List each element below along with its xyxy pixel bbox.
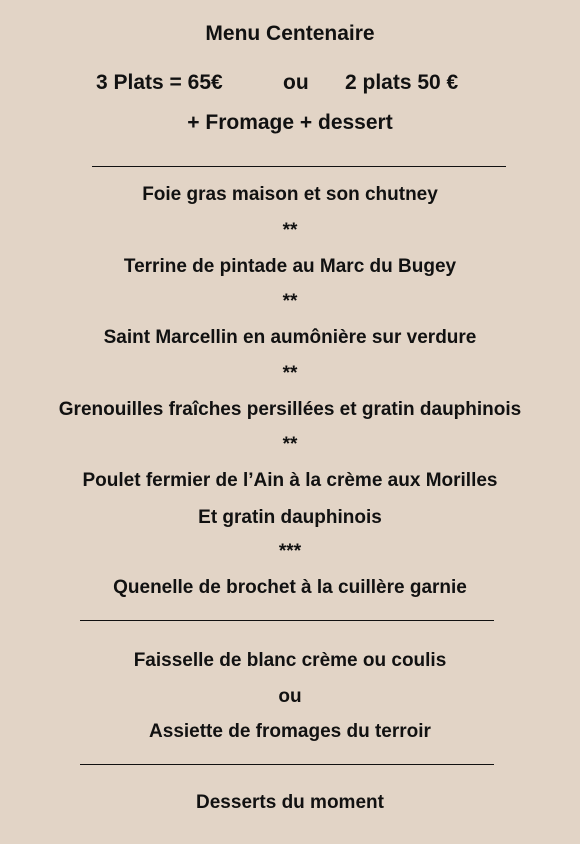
dish-foie-gras: Foie gras maison et son chutney xyxy=(142,184,438,205)
dish-separator: ** xyxy=(282,363,298,384)
dish-separator: *** xyxy=(278,541,302,562)
price-option-three-courses: 3 Plats = 65€ xyxy=(96,71,223,94)
cheese-faisselle: Faisselle de blanc crème ou coulis xyxy=(133,650,447,671)
divider-dessert xyxy=(80,764,494,765)
price-row xyxy=(0,70,580,96)
divider-cheese xyxy=(80,620,494,621)
dish-separator: ** xyxy=(282,220,298,241)
price-or: ou xyxy=(283,71,309,94)
dish-separator: ** xyxy=(282,434,298,455)
dessert-label: Desserts du moment xyxy=(196,792,384,813)
dish-poulet-side: Et gratin dauphinois xyxy=(198,507,382,528)
cheese-assiette: Assiette de fromages du terroir xyxy=(149,721,431,742)
dish-quenelle: Quenelle de brochet à la cuillère garnie xyxy=(113,577,467,598)
dish-grenouilles: Grenouilles fraîches persillées et gratin dauphinois xyxy=(58,399,522,420)
dish-poulet: Poulet fermier de l’Ain à la crème aux Morilles xyxy=(82,470,498,491)
price-option-two-courses: 2 plats 50 € xyxy=(345,71,459,94)
menu-title: Menu Centenaire xyxy=(205,22,375,45)
menu-extras: + Fromage + dessert xyxy=(187,111,393,134)
dish-saint-marcellin: Saint Marcellin en aumônière sur verdure xyxy=(103,327,477,348)
dish-terrine: Terrine de pintade au Marc du Bugey xyxy=(123,256,457,277)
cheese-or: ou xyxy=(278,686,302,707)
dish-separator: ** xyxy=(282,291,298,312)
divider-header xyxy=(92,166,506,167)
